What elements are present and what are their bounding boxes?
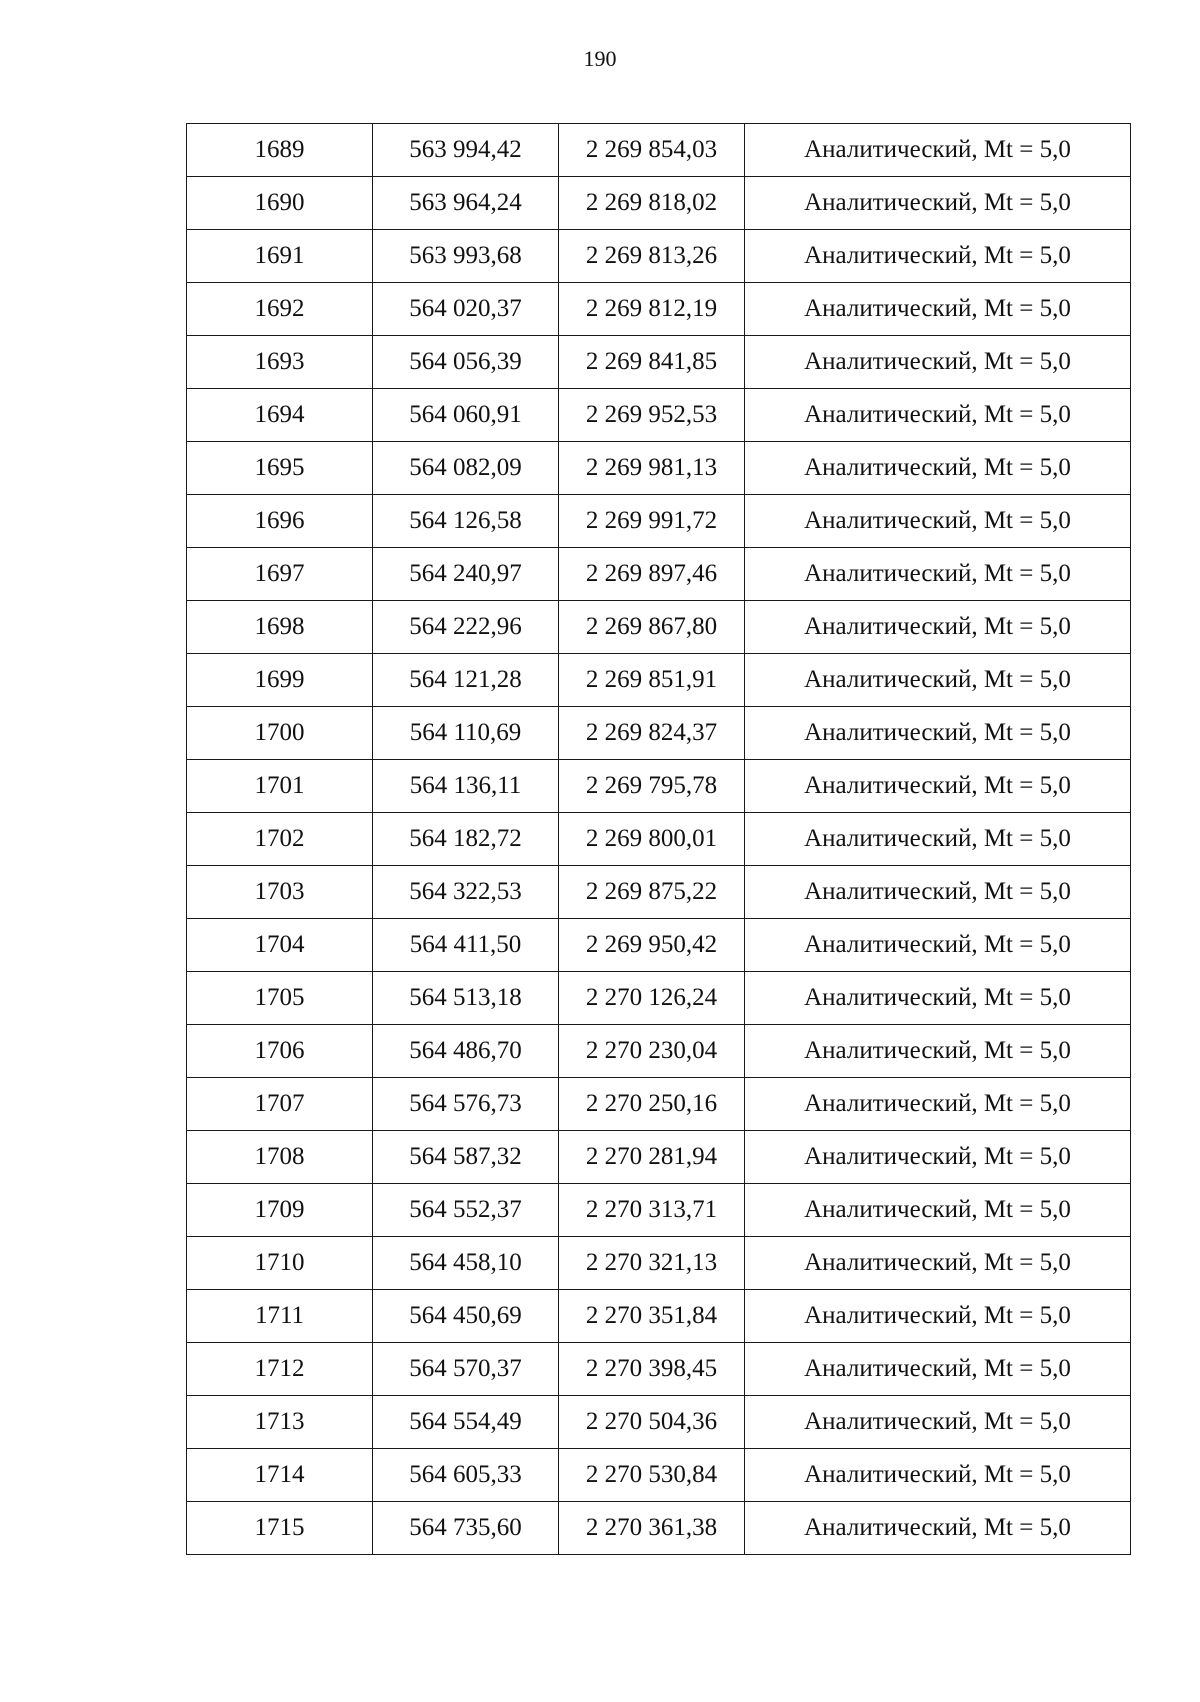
y-coordinate-cell: 2 270 530,84 (559, 1449, 745, 1502)
table-row (187, 336, 1131, 389)
point-number-cell: 1707 (187, 1078, 373, 1131)
coordinates-table (186, 123, 1131, 1555)
table-row (187, 1078, 1131, 1131)
point-number-cell: 1714 (187, 1449, 373, 1502)
method-cell: Аналитический, Mt = 5,0 (745, 1078, 1131, 1131)
method-cell: Аналитический, Mt = 5,0 (745, 654, 1131, 707)
y-coordinate-cell: 2 269 981,13 (559, 442, 745, 495)
point-number-cell: 1692 (187, 283, 373, 336)
table-row (187, 866, 1131, 919)
point-number-cell: 1709 (187, 1184, 373, 1237)
method-cell: Аналитический, Mt = 5,0 (745, 1396, 1131, 1449)
table-row (187, 1343, 1131, 1396)
method-cell: Аналитический, Mt = 5,0 (745, 1502, 1131, 1555)
x-coordinate-cell: 564 082,09 (373, 442, 559, 495)
method-cell: Аналитический, Mt = 5,0 (745, 760, 1131, 813)
x-coordinate-cell: 564 554,49 (373, 1396, 559, 1449)
table-row (187, 601, 1131, 654)
method-cell: Аналитический, Mt = 5,0 (745, 124, 1131, 177)
x-coordinate-cell: 564 552,37 (373, 1184, 559, 1237)
point-number-cell: 1700 (187, 707, 373, 760)
x-coordinate-cell: 564 222,96 (373, 601, 559, 654)
table-row (187, 707, 1131, 760)
table-row (187, 1237, 1131, 1290)
x-coordinate-cell: 564 513,18 (373, 972, 559, 1025)
point-number-cell: 1713 (187, 1396, 373, 1449)
method-cell: Аналитический, Mt = 5,0 (745, 230, 1131, 283)
x-coordinate-cell: 563 994,42 (373, 124, 559, 177)
x-coordinate-cell: 564 458,10 (373, 1237, 559, 1290)
y-coordinate-cell: 2 269 818,02 (559, 177, 745, 230)
page-number: 190 (583, 46, 617, 71)
method-cell: Аналитический, Mt = 5,0 (745, 1131, 1131, 1184)
y-coordinate-cell: 2 269 841,85 (559, 336, 745, 389)
method-cell: Аналитический, Mt = 5,0 (745, 548, 1131, 601)
y-coordinate-cell: 2 269 813,26 (559, 230, 745, 283)
point-number-cell: 1693 (187, 336, 373, 389)
method-cell: Аналитический, Mt = 5,0 (745, 972, 1131, 1025)
point-number-cell: 1715 (187, 1502, 373, 1555)
point-number-cell: 1708 (187, 1131, 373, 1184)
table-row (187, 1502, 1131, 1555)
y-coordinate-cell: 2 270 230,04 (559, 1025, 745, 1078)
table-row (187, 495, 1131, 548)
x-coordinate-cell: 564 587,32 (373, 1131, 559, 1184)
x-coordinate-cell: 564 322,53 (373, 866, 559, 919)
x-coordinate-cell: 564 136,11 (373, 760, 559, 813)
table-row (187, 548, 1131, 601)
table-row (187, 919, 1131, 972)
method-cell: Аналитический, Mt = 5,0 (745, 1343, 1131, 1396)
point-number-cell: 1702 (187, 813, 373, 866)
point-number-cell: 1704 (187, 919, 373, 972)
point-number-cell: 1690 (187, 177, 373, 230)
x-coordinate-cell: 564 182,72 (373, 813, 559, 866)
method-cell: Аналитический, Mt = 5,0 (745, 389, 1131, 442)
table-row (187, 177, 1131, 230)
y-coordinate-cell: 2 270 398,45 (559, 1343, 745, 1396)
point-number-cell: 1706 (187, 1025, 373, 1078)
x-coordinate-cell: 564 576,73 (373, 1078, 559, 1131)
point-number-cell: 1696 (187, 495, 373, 548)
table-row (187, 1290, 1131, 1343)
y-coordinate-cell: 2 270 361,38 (559, 1502, 745, 1555)
x-coordinate-cell: 564 056,39 (373, 336, 559, 389)
y-coordinate-cell: 2 269 812,19 (559, 283, 745, 336)
table-row (187, 654, 1131, 707)
method-cell: Аналитический, Mt = 5,0 (745, 1449, 1131, 1502)
x-coordinate-cell: 564 121,28 (373, 654, 559, 707)
y-coordinate-cell: 2 269 952,53 (559, 389, 745, 442)
method-cell: Аналитический, Mt = 5,0 (745, 601, 1131, 654)
table-row (187, 283, 1131, 336)
table-row (187, 1396, 1131, 1449)
x-coordinate-cell: 564 605,33 (373, 1449, 559, 1502)
x-coordinate-cell: 563 964,24 (373, 177, 559, 230)
method-cell: Аналитический, Mt = 5,0 (745, 283, 1131, 336)
method-cell: Аналитический, Mt = 5,0 (745, 866, 1131, 919)
point-number-cell: 1695 (187, 442, 373, 495)
point-number-cell: 1705 (187, 972, 373, 1025)
x-coordinate-cell: 563 993,68 (373, 230, 559, 283)
y-coordinate-cell: 2 270 351,84 (559, 1290, 745, 1343)
y-coordinate-cell: 2 270 250,16 (559, 1078, 745, 1131)
x-coordinate-cell: 564 570,37 (373, 1343, 559, 1396)
x-coordinate-cell: 564 240,97 (373, 548, 559, 601)
table-row (187, 442, 1131, 495)
method-cell: Аналитический, Mt = 5,0 (745, 336, 1131, 389)
method-cell: Аналитический, Mt = 5,0 (745, 1025, 1131, 1078)
table-row (187, 1184, 1131, 1237)
method-cell: Аналитический, Mt = 5,0 (745, 442, 1131, 495)
y-coordinate-cell: 2 269 795,78 (559, 760, 745, 813)
point-number-cell: 1689 (187, 124, 373, 177)
y-coordinate-cell: 2 269 800,01 (559, 813, 745, 866)
x-coordinate-cell: 564 450,69 (373, 1290, 559, 1343)
coordinates-table-body (187, 124, 1131, 1555)
table-row (187, 813, 1131, 866)
table-row (187, 1449, 1131, 1502)
y-coordinate-cell: 2 270 313,71 (559, 1184, 745, 1237)
table-row (187, 124, 1131, 177)
y-coordinate-cell: 2 270 504,36 (559, 1396, 745, 1449)
point-number-cell: 1691 (187, 230, 373, 283)
table-row (187, 1131, 1131, 1184)
y-coordinate-cell: 2 270 321,13 (559, 1237, 745, 1290)
point-number-cell: 1698 (187, 601, 373, 654)
y-coordinate-cell: 2 269 867,80 (559, 601, 745, 654)
y-coordinate-cell: 2 269 897,46 (559, 548, 745, 601)
x-coordinate-cell: 564 486,70 (373, 1025, 559, 1078)
point-number-cell: 1697 (187, 548, 373, 601)
method-cell: Аналитический, Mt = 5,0 (745, 813, 1131, 866)
y-coordinate-cell: 2 269 950,42 (559, 919, 745, 972)
method-cell: Аналитический, Mt = 5,0 (745, 1290, 1131, 1343)
y-coordinate-cell: 2 270 126,24 (559, 972, 745, 1025)
point-number-cell: 1703 (187, 866, 373, 919)
y-coordinate-cell: 2 269 854,03 (559, 124, 745, 177)
method-cell: Аналитический, Mt = 5,0 (745, 495, 1131, 548)
table-row (187, 1025, 1131, 1078)
x-coordinate-cell: 564 060,91 (373, 389, 559, 442)
x-coordinate-cell: 564 110,69 (373, 707, 559, 760)
point-number-cell: 1711 (187, 1290, 373, 1343)
method-cell: Аналитический, Mt = 5,0 (745, 707, 1131, 760)
table-row (187, 230, 1131, 283)
y-coordinate-cell: 2 269 851,91 (559, 654, 745, 707)
table-row (187, 760, 1131, 813)
method-cell: Аналитический, Mt = 5,0 (745, 1237, 1131, 1290)
y-coordinate-cell: 2 269 875,22 (559, 866, 745, 919)
y-coordinate-cell: 2 269 824,37 (559, 707, 745, 760)
method-cell: Аналитический, Mt = 5,0 (745, 1184, 1131, 1237)
x-coordinate-cell: 564 126,58 (373, 495, 559, 548)
table-row (187, 389, 1131, 442)
point-number-cell: 1710 (187, 1237, 373, 1290)
y-coordinate-cell: 2 270 281,94 (559, 1131, 745, 1184)
x-coordinate-cell: 564 411,50 (373, 919, 559, 972)
point-number-cell: 1699 (187, 654, 373, 707)
method-cell: Аналитический, Mt = 5,0 (745, 177, 1131, 230)
x-coordinate-cell: 564 735,60 (373, 1502, 559, 1555)
point-number-cell: 1694 (187, 389, 373, 442)
point-number-cell: 1701 (187, 760, 373, 813)
table-row (187, 972, 1131, 1025)
point-number-cell: 1712 (187, 1343, 373, 1396)
y-coordinate-cell: 2 269 991,72 (559, 495, 745, 548)
method-cell: Аналитический, Mt = 5,0 (745, 919, 1131, 972)
x-coordinate-cell: 564 020,37 (373, 283, 559, 336)
